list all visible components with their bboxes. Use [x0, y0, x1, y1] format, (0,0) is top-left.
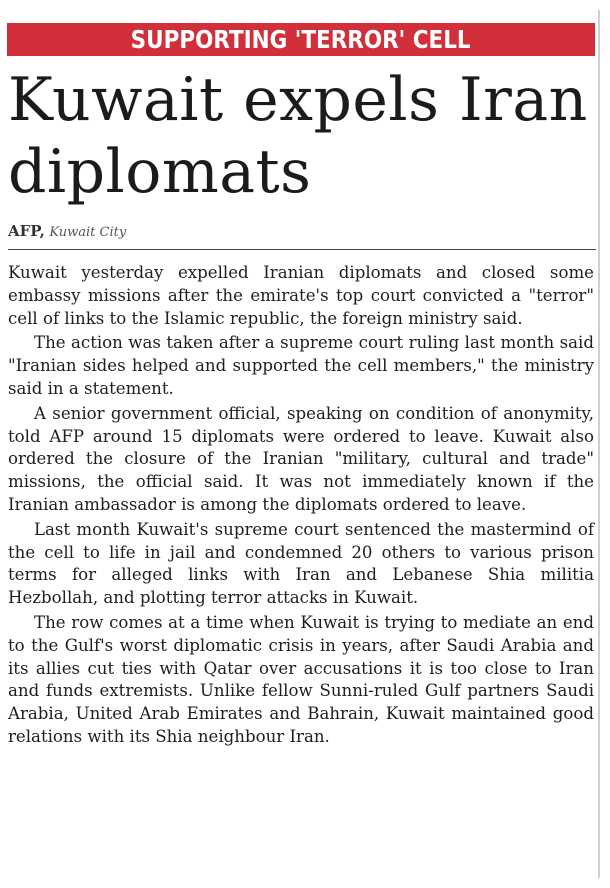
paragraph: A senior government official, speaking on condition of anonymity, told AFP around 15 diplomats were ordered to leave. Kuwait also ordered the closure of the Iranian "military, cultural and trade" missions, the official said. It was not immediately known if the Iranian ambassador is among the diplomats ordered to leave. [8, 403, 594, 514]
divider [8, 249, 596, 250]
paragraph: Last month Kuwait's supreme court sentenced the mastermind of the cell to life in jail and condemned 20 others to various prison terms for alleged links with Iran and Lebanese Shia militia Hezbollah, and plotting terror attacks in Kuwait. [8, 519, 594, 608]
paragraph: Kuwait yesterday expelled Iranian diplomats and closed some embassy missions after the emirate's top court convicted a "terror" cell of links to the Islamic republic, the foreign ministry said. [8, 263, 594, 328]
headline: Kuwait expels Iran diplomats [8, 65, 588, 207]
paragraph: The row comes at a time when Kuwait is trying to mediate an end to the Gulf's worst diplomatic crisis in years, after Saudi Arabia and its allies cut ties with Qatar over accusations it is too close to Iran and funds extremists. Unlike fellow Sunni-ruled Gulf partners Saudi Arabia, United Arab Emirates and Bahrain, Kuwait maintained good relations with its Shia neighbour Iran. [8, 612, 594, 746]
kicker-banner [7, 23, 595, 56]
kicker-label: SUPPORTING 'TERROR' CELL [131, 25, 471, 54]
byline [8, 222, 598, 240]
column-rule [598, 10, 600, 878]
article-body [8, 262, 594, 749]
paragraph: The action was taken after a supreme court ruling last month said "Iranian sides helped and supported the cell members," the ministry said in a statement. [8, 333, 594, 398]
byline-place: Kuwait City [49, 225, 127, 240]
byline-agency: AFP, [8, 222, 45, 240]
